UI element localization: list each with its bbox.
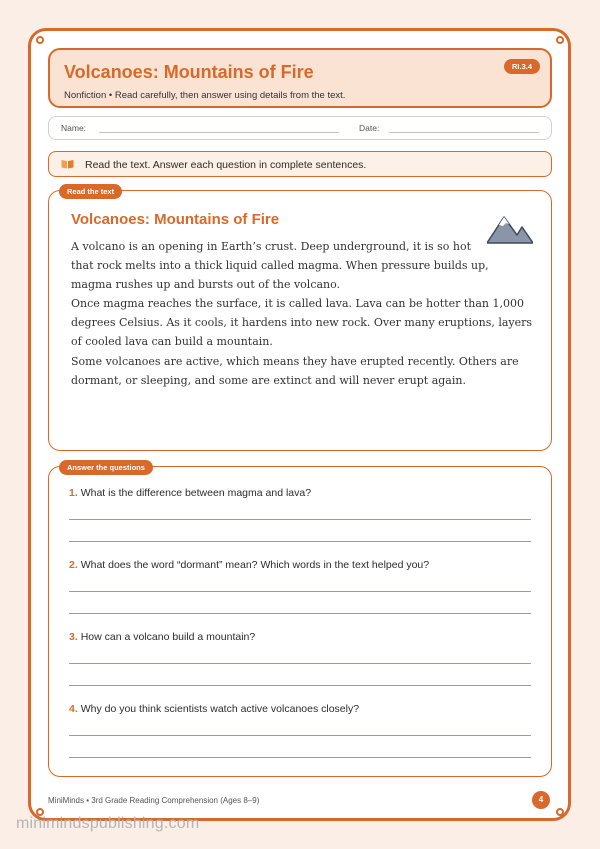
standard-badge: RI.3.4 [504,59,540,74]
paragraph-1 [71,237,489,294]
question-number: 2. [69,559,78,571]
paragraph-line: of cooled lava can build a mountain. [71,335,273,348]
reading-tab: Read the text [59,184,122,199]
instructions-box [48,151,552,177]
paragraph-3 [71,352,519,390]
paragraph-2 [71,294,532,351]
corner-dot [36,36,44,44]
page-number-badge: 4 [532,791,550,809]
answer-line[interactable] [69,613,531,614]
book-icon [61,159,74,169]
answer-line[interactable] [69,757,531,758]
mountain-icon [487,213,533,245]
answer-line[interactable] [69,685,531,686]
questions-section [48,463,552,777]
question-text: Why do you think scientists watch active volcanoes closely? [80,703,360,715]
footer-text: MiniMinds • 3rd Grade Reading Comprehension (Ages 8–9) [48,796,260,805]
question-1 [69,487,311,499]
worksheet-title: Volcanoes: Mountains of Fire [64,62,314,82]
paragraph-line: Some volcanoes are active, which means they have erupted recently. Others are [71,355,519,368]
paragraph-line: Once magma reaches the surface, it is called lava. Lava can be hotter than 1,000 [71,297,524,310]
answer-line[interactable] [69,663,531,664]
name-label: Name: [61,123,87,133]
question-3 [69,631,255,643]
worksheet-header [48,48,552,108]
paragraph-line: that rock melts into a thick liquid called magma. When pressure builds up, [71,259,489,272]
paragraph-line: dormant, or sleeping, and some are extinct and will never erupt again. [71,374,466,387]
answer-line[interactable] [69,541,531,542]
question-number: 3. [69,631,78,643]
answer-line[interactable] [69,519,531,520]
reading-section [48,187,552,451]
corner-dot [556,36,564,44]
question-number: 1. [69,487,78,499]
passage-title: Volcanoes: Mountains of Fire [71,211,280,228]
question-text: What is the difference between magma and lava? [80,487,312,499]
corner-dot [556,808,564,816]
name-date-row [48,116,552,140]
date-field[interactable] [389,132,539,133]
question-2 [69,559,429,571]
worksheet-subtitle: Nonfiction • Read carefully, then answer using details from the text. [64,90,346,101]
date-label: Date: [359,123,380,133]
answer-line[interactable] [69,591,531,592]
question-text: What does the word “dormant” mean? Which words in the text helped you? [80,559,430,571]
question-number: 4. [69,703,78,715]
watermark: minimindspublishing.com [16,815,200,832]
instructions-text: Read the text. Answer each question in complete sentences. [85,159,367,171]
question-text: How can a volcano build a mountain? [80,631,256,643]
answer-line[interactable] [69,735,531,736]
questions-tab: Answer the questions [59,460,153,475]
paragraph-line: A volcano is an opening in Earth’s crust. Deep underground, it is so hot [71,240,472,253]
question-4 [69,703,359,715]
name-field[interactable] [99,132,339,133]
paragraph-line: degrees Celsius. As it cools, it hardens into new rock. Over many eruptions, layers [71,316,533,329]
paragraph-line: magma rushes up and bursts out of the volcano. [71,278,341,291]
